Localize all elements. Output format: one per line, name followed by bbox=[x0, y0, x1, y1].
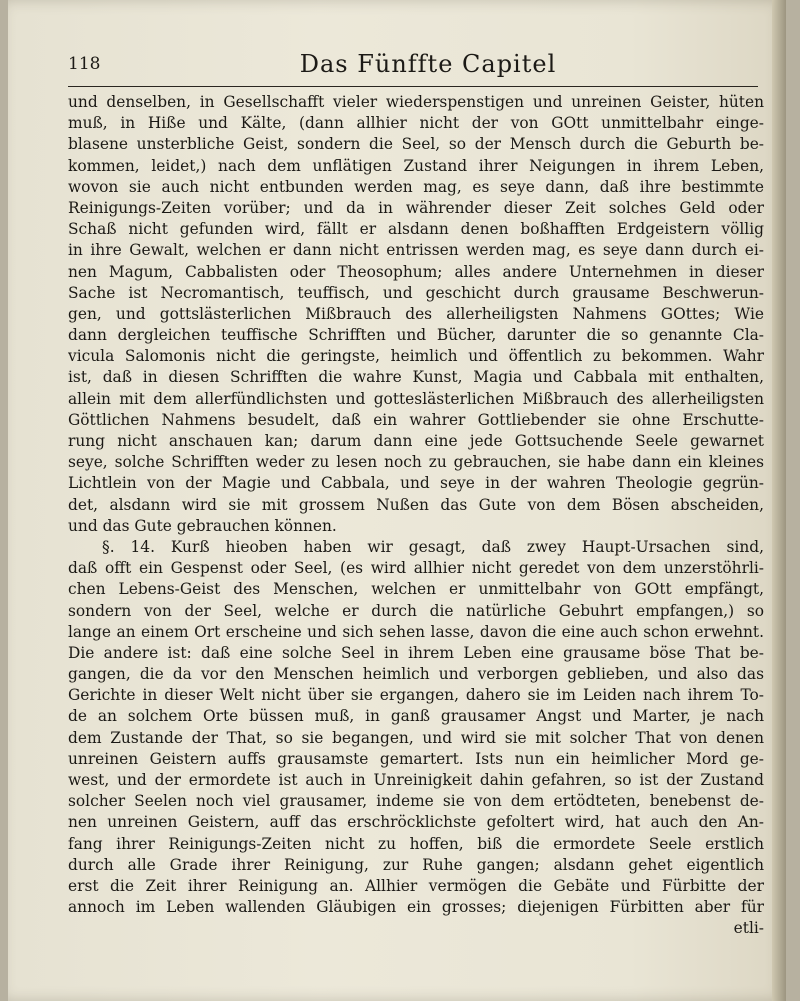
running-head bbox=[68, 50, 768, 80]
text-line: chen Lebens-Geist des Menschen, welchen er unmittelbahr von GOtt empfängt, bbox=[68, 580, 764, 599]
catchword: etli- bbox=[733, 919, 764, 938]
text-line: seye, solche Schrifften weder zu lesen noch zu gebrauchen, sie habe dann ein kleines bbox=[68, 453, 764, 472]
text-line: allein mit dem allerfündlichsten und gotteslästerlichen Mißbrauch des allerheiligsten bbox=[68, 389, 764, 408]
text-line: dem Zustande der That, so sie begangen, und wird sie mit solcher That von denen bbox=[68, 728, 764, 747]
header-rule bbox=[68, 86, 758, 87]
text-line: Lichtlein von der Magie und Cabbala, und seye in der wahren Theologie gegrün- bbox=[68, 474, 764, 493]
text-line: nen unreinen Geistern, auff das erschröcklichste gefoltert wird, hat auch den An- bbox=[68, 813, 764, 832]
text-line: fang ihrer Reinigungs-Zeiten nicht zu hoffen, biß die ermordete Seele erstlich bbox=[68, 834, 764, 853]
page-number: 118 bbox=[68, 54, 101, 74]
text-line: blasene unsterbliche Geist, sondern die Seel, so der Mensch durch die Geburth be- bbox=[68, 135, 764, 154]
text-line: Reinigungs-Zeiten vorüber; und da in währender dieser Zeit solches Geld oder bbox=[68, 198, 764, 217]
text-line: rung nicht anschauen kan; darum dann eine jede Gottsuchende Seele gewarnet bbox=[68, 432, 764, 450]
body-text bbox=[68, 92, 764, 992]
text-line: gangen, die da vor den Menschen heimlich und verborgen geblieben, und also das bbox=[68, 665, 764, 684]
text-line: Schaß nicht gefunden wird, fällt er alsdann denen boßhafften Erdgeistern völlig bbox=[68, 220, 764, 239]
text-line: Sache ist Necromantisch, teuffisch, und geschicht durch grausame Beschwerun- bbox=[68, 283, 764, 302]
text-line: wovon sie auch nicht entbunden werden mag, es seye dann, daß ihre bestimmte bbox=[68, 177, 764, 196]
text-line: durch alle Grade ihrer Reinigung, zur Ruhe gangen; alsdann gehet eigentlich bbox=[68, 855, 764, 874]
text-line-paragraph-end: und das Gute gebrauchen können. bbox=[68, 516, 337, 535]
section-14-start: §. 14. Kurß hieoben haben wir gesagt, daß zwey Haupt-Ursachen sind, bbox=[102, 537, 764, 556]
text-line: in ihre Gewalt, welchen er dann nicht entrissen werden mag, es seye dann durch ei- bbox=[68, 241, 764, 260]
text-line: und denselben, in Gesellschafft vieler wiederspenstigen und unreinen Geister, hüten bbox=[68, 93, 764, 111]
page-gutter-shadow bbox=[772, 0, 786, 1001]
text-line: ist, daß in diesen Schrifften die wahre Kunst, Magia und Cabbala mit enthalten, bbox=[68, 368, 764, 387]
text-line: Die andere ist: daß eine solche Seel in ihrem Leben eine grausame böse That be- bbox=[68, 643, 764, 662]
text-line: lange an einem Ort erscheine und sich sehen lasse, davon die eine auch schon erwehnt. bbox=[68, 622, 764, 641]
text-line: de an solchem Orte büssen muß, in ganß grausamer Angst und Marter, je nach bbox=[68, 707, 764, 726]
book-page bbox=[8, 0, 786, 1001]
text-line: erst die Zeit ihrer Reinigung an. Allhier vermögen die Gebäte und Fürbitte der bbox=[68, 876, 764, 895]
text-line: muß, in Hiße und Kälte, (dann allhier nicht der von GOtt unmittelbahr einge- bbox=[68, 114, 764, 133]
text-line: dann dergleichen teuffische Schrifften und Bücher, darunter die so genannte Cla- bbox=[68, 326, 764, 345]
text-line: kommen, leidet,) nach dem unflätigen Zustand ihrer Neigungen in ihrem Leben, bbox=[68, 156, 764, 175]
text-line: sondern von der Seel, welche er durch die natürliche Gebuhrt empfangen,) so bbox=[68, 601, 764, 620]
text-line: unreinen Geistern auffs grausamste gemartert. Ists nun ein heimlicher Mord ge- bbox=[68, 749, 764, 768]
text-line: solcher Seelen noch viel grausamer, indeme sie von dem ertödteten, benebenst de- bbox=[68, 792, 764, 811]
text-line: daß offt ein Gespenst oder Seel, (es wird allhier nicht geredet von dem unzerstöhrli- bbox=[68, 559, 764, 578]
text-line: annoch im Leben wallenden Gläubigen ein grosses; diejenigen Fürbitten aber für bbox=[68, 898, 764, 917]
chapter-title: Das Fünffte Capitel bbox=[299, 50, 557, 78]
text-line: vicula Salomonis nicht die geringste, heimlich und öffentlich zu bekommen. Wahr bbox=[68, 347, 764, 366]
text-line: gen, und gottslästerlichen Mißbrauch des allerheiligsten Nahmens GOttes; Wie bbox=[68, 304, 764, 323]
text-line: Göttlichen Nahmens besudelt, daß ein wahrer Gottliebender sie ohne Erschutte- bbox=[68, 410, 764, 429]
text-line: west, und der ermordete ist auch in Unreinigkeit dahin gefahren, so ist der Zustand bbox=[68, 771, 764, 789]
text-line: det, alsdann wird sie mit grossem Nußen das Gute von dem Bösen abscheiden, bbox=[68, 495, 764, 514]
text-line: nen Magum, Cabbalisten oder Theosophum; alles andere Unternehmen in dieser bbox=[68, 262, 764, 281]
text-line: Gerichte in dieser Welt nicht über sie ergangen, dahero sie im Leiden nach ihrem To- bbox=[68, 686, 764, 705]
